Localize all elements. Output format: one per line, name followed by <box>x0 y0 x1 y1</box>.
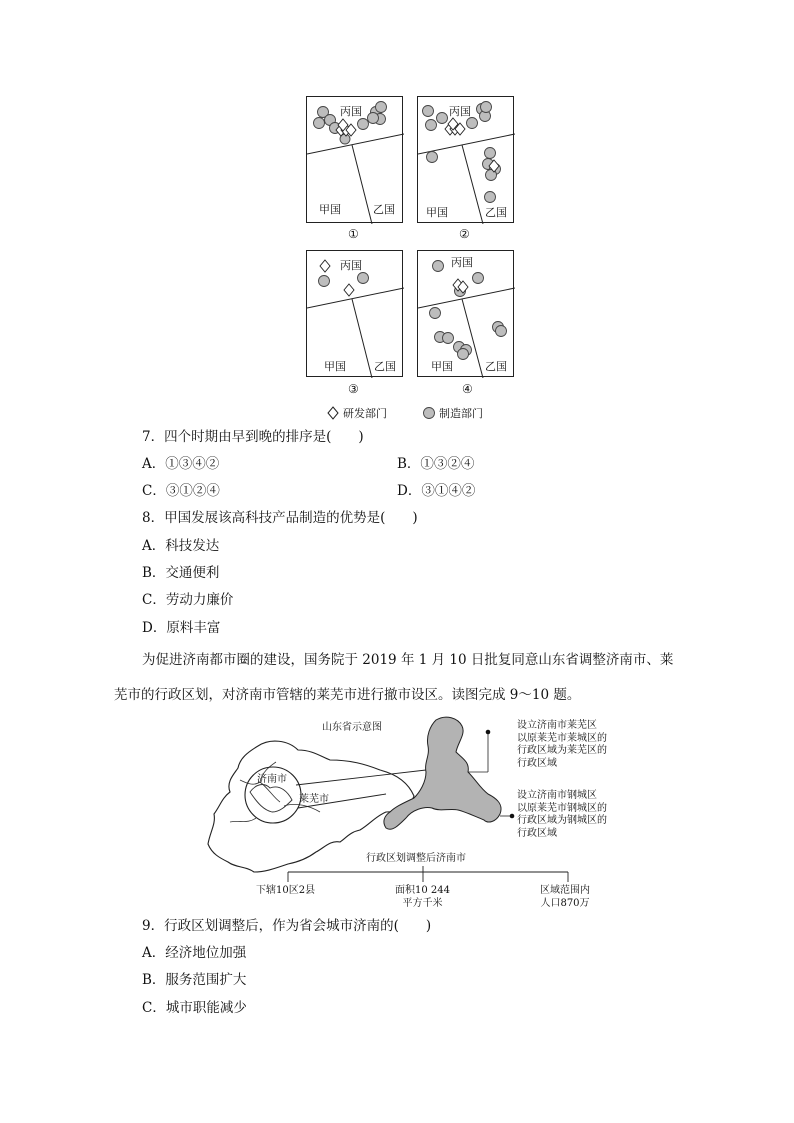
panel-3-number: ③ <box>348 382 359 396</box>
panel-1-yi-label: 乙国 <box>373 203 395 216</box>
panel-2-jia-label: 甲国 <box>426 206 448 219</box>
panel-3-bing-label: 丙国 <box>340 259 362 272</box>
panel-4-jia-label: 甲国 <box>431 360 453 373</box>
gangcheng-district-note <box>517 790 607 840</box>
panel-1-number: ① <box>348 227 359 241</box>
legend-mfg-label: 制造部门 <box>439 407 483 420</box>
q8-option-a: A．科技发达 <box>142 538 220 554</box>
q7-option-c: C．③①②④ <box>142 483 220 499</box>
note1-line-1: 设立济南市莱芜区 <box>517 720 597 731</box>
panel-3 <box>306 250 403 377</box>
panel-1-bing-label: 丙国 <box>340 105 362 118</box>
population-line-2: 人口870万 <box>540 897 590 909</box>
note2-line-1: 设立济南市钢城区 <box>517 790 597 801</box>
q7-stem: 7．四个时期由早到晚的排序是( ) <box>142 429 364 445</box>
note2-line-3: 行政区域为钢城区的 <box>517 815 607 826</box>
population-line-1: 区域范围内 <box>540 885 590 896</box>
intro-line-2: 芜市的行政区划，对济南市管辖的莱芜市进行撤市设区。读图完成 9～10 题。 <box>114 687 581 703</box>
note1-line-4: 行政区域 <box>517 757 557 769</box>
circle-icon <box>422 406 436 420</box>
jinan-label: 济南市 <box>257 774 287 785</box>
legend-rnd-label: 研发部门 <box>343 407 387 420</box>
note1-line-2: 以原莱芜市莱城区的 <box>517 732 607 744</box>
tree-branch-districts: 下辖10区2县 <box>256 885 316 896</box>
q9-stem: 9．行政区划调整后，作为省会城市济南的( ) <box>142 918 432 934</box>
panel-2-bing-label: 丙国 <box>449 105 471 118</box>
q9-option-c: C．城市职能减少 <box>142 1000 247 1016</box>
q8-stem: 8．甲国发展该高科技产品制造的优势是( ) <box>142 510 418 526</box>
panel-3-jia-label: 甲国 <box>324 360 346 373</box>
panel-1 <box>306 96 403 223</box>
q7-option-d: D．③①④② <box>397 483 476 499</box>
q9-option-b: B．服务范围扩大 <box>142 972 247 988</box>
area-line-2: 平方千米 <box>402 897 443 909</box>
panel-4-bing-label: 丙国 <box>451 256 473 269</box>
panel-2 <box>417 96 514 223</box>
tree-branch-area <box>395 885 450 910</box>
panel-4-yi-label: 乙国 <box>485 360 507 373</box>
q7-option-b: B．①③②④ <box>397 456 475 472</box>
diamond-icon <box>327 406 339 420</box>
q7-option-a: A．①③④② <box>142 456 220 472</box>
panel-4-number: ④ <box>462 382 473 396</box>
laiwu-label: 莱芜市 <box>299 794 329 805</box>
note2-line-2: 以原莱芜市钢城区的 <box>517 802 607 814</box>
note2-line-4: 行政区域 <box>517 827 557 839</box>
panel-2-number: ② <box>459 227 470 241</box>
q8-option-d: D．原料丰富 <box>142 620 221 636</box>
q8-option-c: C．劳动力廉价 <box>142 592 234 608</box>
panel-4 <box>417 250 514 377</box>
note1-line-3: 行政区域为莱芜区的 <box>517 745 607 756</box>
panel-3-yi-label: 乙国 <box>374 360 396 373</box>
q8-option-b: B．交通便利 <box>142 565 220 581</box>
tree-title: 行政区划调整后济南市 <box>366 853 466 864</box>
panel-2-yi-label: 乙国 <box>485 206 507 219</box>
tree-branch-population <box>540 885 590 910</box>
intro-line-1: 为促进济南都市圈的建设，国务院于 2019 年 1 月 10 日批复同意山东省调整济南市、莱 <box>142 652 674 668</box>
map-title: 山东省示意图 <box>322 722 382 733</box>
laiwu-district-note <box>517 720 607 770</box>
panel-4-map <box>418 251 515 378</box>
q9-option-a: A．经济地位加强 <box>142 945 247 961</box>
area-line-1: 面积10 244 <box>395 885 450 896</box>
panel-1-jia-label: 甲国 <box>319 203 341 216</box>
